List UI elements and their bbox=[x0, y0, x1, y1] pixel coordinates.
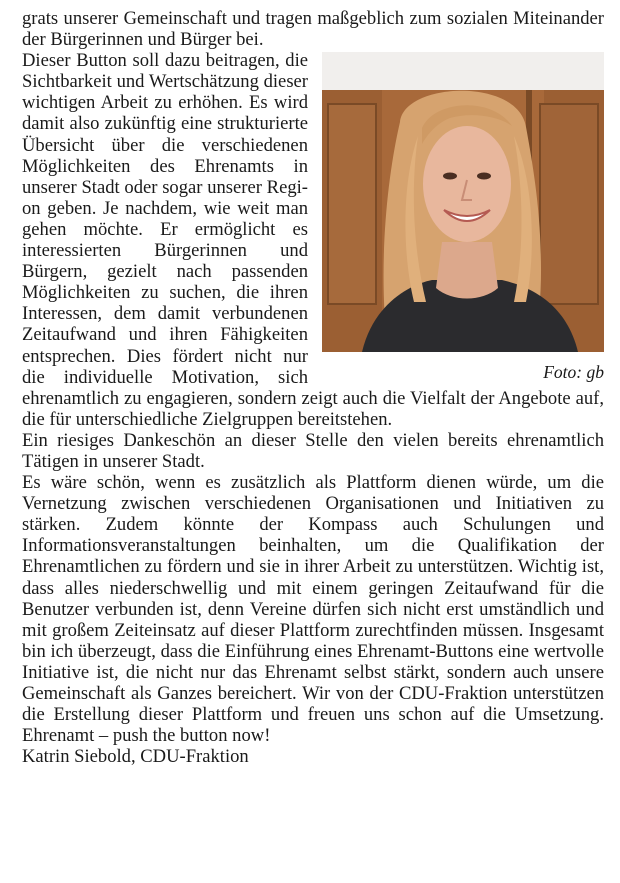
photo-ceiling-strip bbox=[322, 52, 604, 90]
photo-caption: Foto: gb bbox=[543, 362, 604, 383]
article-paragraph-button: Dieser Button soll dazu beitragen, die Sichtbarkeit und Wertschätzung dieser wichtigen Arbeit zu erhöhen. Es wird damit also zukünftig eine strukturierte Übersicht über die verschiedenen Möglichkeiten des Ehrenamts in unserer Stadt oder sogar unserer Region geben. Je nachdem, wie weit man gehen möchte. Er ermöglicht es interessierten Bürgerinnen und Bürgern, gezielt nach passenden Möglichkeiten zu suchen, die ihren Interessen, dem damit verbundenen Zeitaufwand und ihren Fähigkeiten entsprechen. Dies fördert nicht nur die individuelle Motivation, sich ehrenamtlich zu engagieren, sondern zeigt auch die Vielfalt der Angebote auf, die für unterschiedliche Zielgruppen bereitstehen. bbox=[22, 50, 604, 430]
article-paragraph-thanks: Ein riesiges Dankeschön an dieser Stelle den vielen bereits ehrenamtlich Tätigen in unserer Stadt. bbox=[22, 429, 604, 472]
photo-figure bbox=[322, 52, 604, 383]
article-body-with-photo bbox=[22, 50, 604, 430]
article-signature: Katrin Siebold, CDU-Fraktion bbox=[22, 746, 249, 768]
article-paragraph-intro: grats unserer Gemeinschaft und tragen maßgeblich zum sozialen Miteinander der Bürgerinnen und Bürger bei. bbox=[22, 8, 604, 51]
portrait-photo bbox=[322, 52, 604, 352]
article-paragraph-platform: Es wäre schön, wenn es zusätzlich als Plattform dienen würde, um die Vernetzung zwischen verschiedenen Organisationen und Initiativen zu stärken. Zudem könnte der Kompass auch Schulungen und Informationsveranstaltungen beinhalten, um die Qualifikation der Ehrenamtlichen zu fördern und sie in ihrer Arbeit zu unterstützen. Wichtig ist, dass alles niederschwellig und mit einem geringen Zeitaufwand für die Benutzer verbunden ist, denn Vereine dürfen sich nicht erst umständlich und mit großem Zeiteinsatz auf dieser Plattform zurechtfinden müssen. Insgesamt bin ich überzeugt, dass die Einführung eines Ehrenamt-Buttons eine wertvolle Initiative ist, die nicht nur das Ehrenamt selbst stärkt, sondern auch unsere Gemeinschaft als Ganzes bereichert. Wir von der CDU-Fraktion unterstützen die Erstellung dieser Plattform und freuen uns schon auf die Umsetzung. Ehrenamt – push the button now! bbox=[22, 472, 604, 747]
